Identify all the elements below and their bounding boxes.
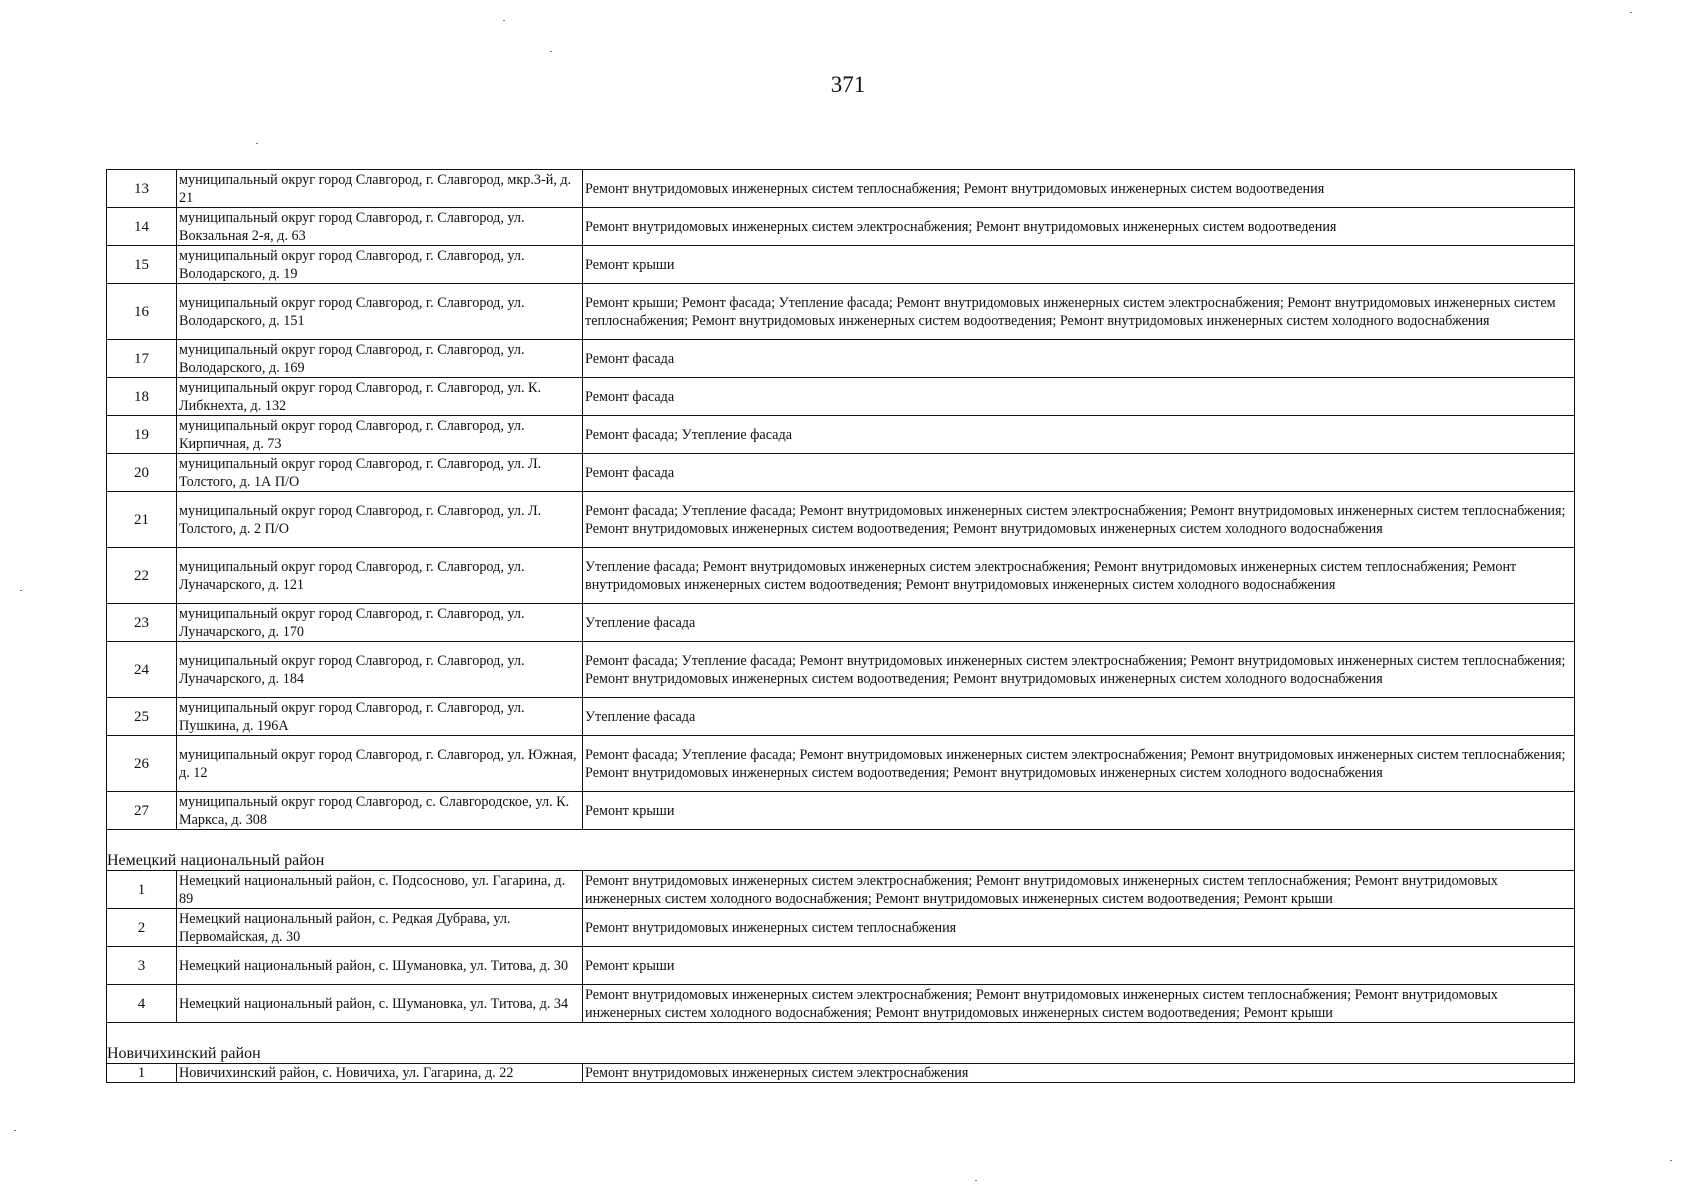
works-cell: Ремонт фасада — [583, 340, 1575, 378]
scan-speck — [975, 1180, 977, 1181]
table-row — [107, 378, 1575, 416]
address-cell: муниципальный округ город Славгород, г. Славгород, ул. Луначарского, д. 121 — [177, 548, 583, 604]
row-number: 20 — [107, 454, 177, 492]
scan-speck — [550, 51, 552, 52]
works-cell: Ремонт фасада; Утепление фасада; Ремонт внутридомовых инженерных систем электроснабжения; Ремонт внутридомовых инженерных систем теплоснабжения; Ремонт внутридомовых инженерных систем водоотведения; Ремонт внутридомовых инженерных систем холодного водоснабжения — [583, 642, 1575, 698]
section-heading: Немецкий национальный район — [107, 830, 1575, 871]
table-row — [107, 246, 1575, 284]
address-cell: Немецкий национальный район, с. Редкая Дубрава, ул. Первомайская, д. 30 — [177, 909, 583, 947]
works-cell: Ремонт крыши — [583, 792, 1575, 830]
row-number: 19 — [107, 416, 177, 454]
table-row — [107, 208, 1575, 246]
works-cell: Ремонт внутридомовых инженерных систем электроснабжения; Ремонт внутридомовых инженерных систем теплоснабжения; Ремонт внутридомовых инженерных систем холодного водоснабжения; Ремонт внутридомовых инженерных систем водоотведения; Ремонт крыши — [583, 985, 1575, 1023]
address-cell: муниципальный округ город Славгород, г. Славгород, ул. Володарского, д. 151 — [177, 284, 583, 340]
address-cell: муниципальный округ город Славгород, г. Славгород, ул. Пушкина, д. 196А — [177, 698, 583, 736]
scan-speck — [20, 590, 22, 591]
table-row — [107, 492, 1575, 548]
works-cell: Ремонт фасада — [583, 454, 1575, 492]
works-cell: Утепление фасада; Ремонт внутридомовых инженерных систем электроснабжения; Ремонт внутридомовых инженерных систем теплоснабжения; Ремонт внутридомовых инженерных систем водоотведения; Ремонт внутридомовых инженерных систем холодного водоснабжения — [583, 548, 1575, 604]
table-row — [107, 548, 1575, 604]
table-row — [107, 340, 1575, 378]
row-number: 23 — [107, 604, 177, 642]
address-cell: муниципальный округ город Славгород, с. Славгородское, ул. К. Маркса, д. 308 — [177, 792, 583, 830]
table-row — [107, 416, 1575, 454]
address-cell: муниципальный округ город Славгород, г. Славгород, ул. Л. Толстого, д. 1А П/О — [177, 454, 583, 492]
works-cell: Ремонт крыши — [583, 947, 1575, 985]
row-number: 1 — [107, 1064, 177, 1083]
works-cell: Ремонт фасада; Утепление фасада — [583, 416, 1575, 454]
table-row — [107, 871, 1575, 909]
row-number: 25 — [107, 698, 177, 736]
address-cell: муниципальный округ город Славгород, г. Славгород, ул. К. Либкнехта, д. 132 — [177, 378, 583, 416]
row-number: 16 — [107, 284, 177, 340]
section-heading-row — [107, 1023, 1575, 1064]
works-cell: Ремонт крыши; Ремонт фасада; Утепление фасада; Ремонт внутридомовых инженерных систем электроснабжения; Ремонт внутридомовых инженерных систем теплоснабжения; Ремонт внутридомовых инженерных систем водоотведения; Ремонт внутридомовых инженерных систем холодного водоснабжения — [583, 284, 1575, 340]
section-heading-row — [107, 830, 1575, 871]
row-number: 21 — [107, 492, 177, 548]
address-cell: муниципальный округ город Славгород, г. Славгород, ул. Володарского, д. 169 — [177, 340, 583, 378]
row-number: 13 — [107, 170, 177, 208]
address-cell: муниципальный округ город Славгород, г. Славгород, ул. Вокзальная 2-я, д. 63 — [177, 208, 583, 246]
address-cell: Немецкий национальный район, с. Шумановка, ул. Титова, д. 30 — [177, 947, 583, 985]
row-number: 17 — [107, 340, 177, 378]
scan-speck — [256, 143, 258, 144]
address-cell: Новичихинский район, с. Новичиха, ул. Гагарина, д. 22 — [177, 1064, 583, 1083]
address-cell: муниципальный округ город Славгород, г. Славгород, ул. Кирпичная, д. 73 — [177, 416, 583, 454]
row-number: 24 — [107, 642, 177, 698]
works-cell: Утепление фасада — [583, 604, 1575, 642]
table-row — [107, 792, 1575, 830]
scan-speck — [14, 1130, 16, 1131]
table-body — [107, 170, 1575, 1083]
works-cell: Ремонт внутридомовых инженерных систем электроснабжения; Ремонт внутридомовых инженерных систем водоотведения — [583, 208, 1575, 246]
row-number: 26 — [107, 736, 177, 792]
row-number: 14 — [107, 208, 177, 246]
works-cell: Ремонт внутридомовых инженерных систем электроснабжения — [583, 1064, 1575, 1083]
table-row — [107, 604, 1575, 642]
table-row — [107, 736, 1575, 792]
works-cell: Утепление фасада — [583, 698, 1575, 736]
table-row — [107, 1064, 1575, 1083]
row-number: 15 — [107, 246, 177, 284]
works-cell: Ремонт фасада; Утепление фасада; Ремонт внутридомовых инженерных систем электроснабжения; Ремонт внутридомовых инженерных систем теплоснабжения; Ремонт внутридомовых инженерных систем водоотведения; Ремонт внутридомовых инженерных систем холодного водоснабжения — [583, 492, 1575, 548]
works-cell: Ремонт фасада — [583, 378, 1575, 416]
row-number: 1 — [107, 871, 177, 909]
repair-registry-table — [106, 169, 1575, 1083]
scan-speck — [503, 20, 505, 21]
scan-speck — [1670, 1160, 1672, 1161]
address-cell: муниципальный округ город Славгород, г. Славгород, мкр.3-й, д. 21 — [177, 170, 583, 208]
address-cell: муниципальный округ город Славгород, г. Славгород, ул. Луначарского, д. 170 — [177, 604, 583, 642]
row-number: 3 — [107, 947, 177, 985]
row-number: 27 — [107, 792, 177, 830]
address-cell: муниципальный округ город Славгород, г. Славгород, ул. Л. Толстого, д. 2 П/О — [177, 492, 583, 548]
address-cell: Немецкий национальный район, с. Подсосново, ул. Гагарина, д. 89 — [177, 871, 583, 909]
works-cell: Ремонт внутридомовых инженерных систем теплоснабжения; Ремонт внутридомовых инженерных систем водоотведения — [583, 170, 1575, 208]
row-number: 18 — [107, 378, 177, 416]
row-number: 22 — [107, 548, 177, 604]
scan-speck — [1630, 12, 1632, 13]
table-row — [107, 170, 1575, 208]
address-cell: муниципальный округ город Славгород, г. Славгород, ул. Володарского, д. 19 — [177, 246, 583, 284]
works-cell: Ремонт внутридомовых инженерных систем электроснабжения; Ремонт внутридомовых инженерных систем теплоснабжения; Ремонт внутридомовых инженерных систем холодного водоснабжения; Ремонт внутридомовых инженерных систем водоотведения; Ремонт крыши — [583, 871, 1575, 909]
table-row — [107, 947, 1575, 985]
works-cell: Ремонт крыши — [583, 246, 1575, 284]
address-cell: Немецкий национальный район, с. Шумановка, ул. Титова, д. 34 — [177, 985, 583, 1023]
table-row — [107, 642, 1575, 698]
section-heading: Новичихинский район — [107, 1023, 1575, 1064]
works-cell: Ремонт фасада; Утепление фасада; Ремонт внутридомовых инженерных систем электроснабжения; Ремонт внутридомовых инженерных систем теплоснабжения; Ремонт внутридомовых инженерных систем водоотведения; Ремонт внутридомовых инженерных систем холодного водоснабжения — [583, 736, 1575, 792]
table-row — [107, 284, 1575, 340]
table-row — [107, 985, 1575, 1023]
works-cell: Ремонт внутридомовых инженерных систем теплоснабжения — [583, 909, 1575, 947]
address-cell: муниципальный округ город Славгород, г. Славгород, ул. Южная, д. 12 — [177, 736, 583, 792]
table-row — [107, 698, 1575, 736]
address-cell: муниципальный округ город Славгород, г. Славгород, ул. Луначарского, д. 184 — [177, 642, 583, 698]
page-number: 371 — [830, 72, 866, 97]
row-number: 4 — [107, 985, 177, 1023]
table-row — [107, 454, 1575, 492]
row-number: 2 — [107, 909, 177, 947]
table-row — [107, 909, 1575, 947]
